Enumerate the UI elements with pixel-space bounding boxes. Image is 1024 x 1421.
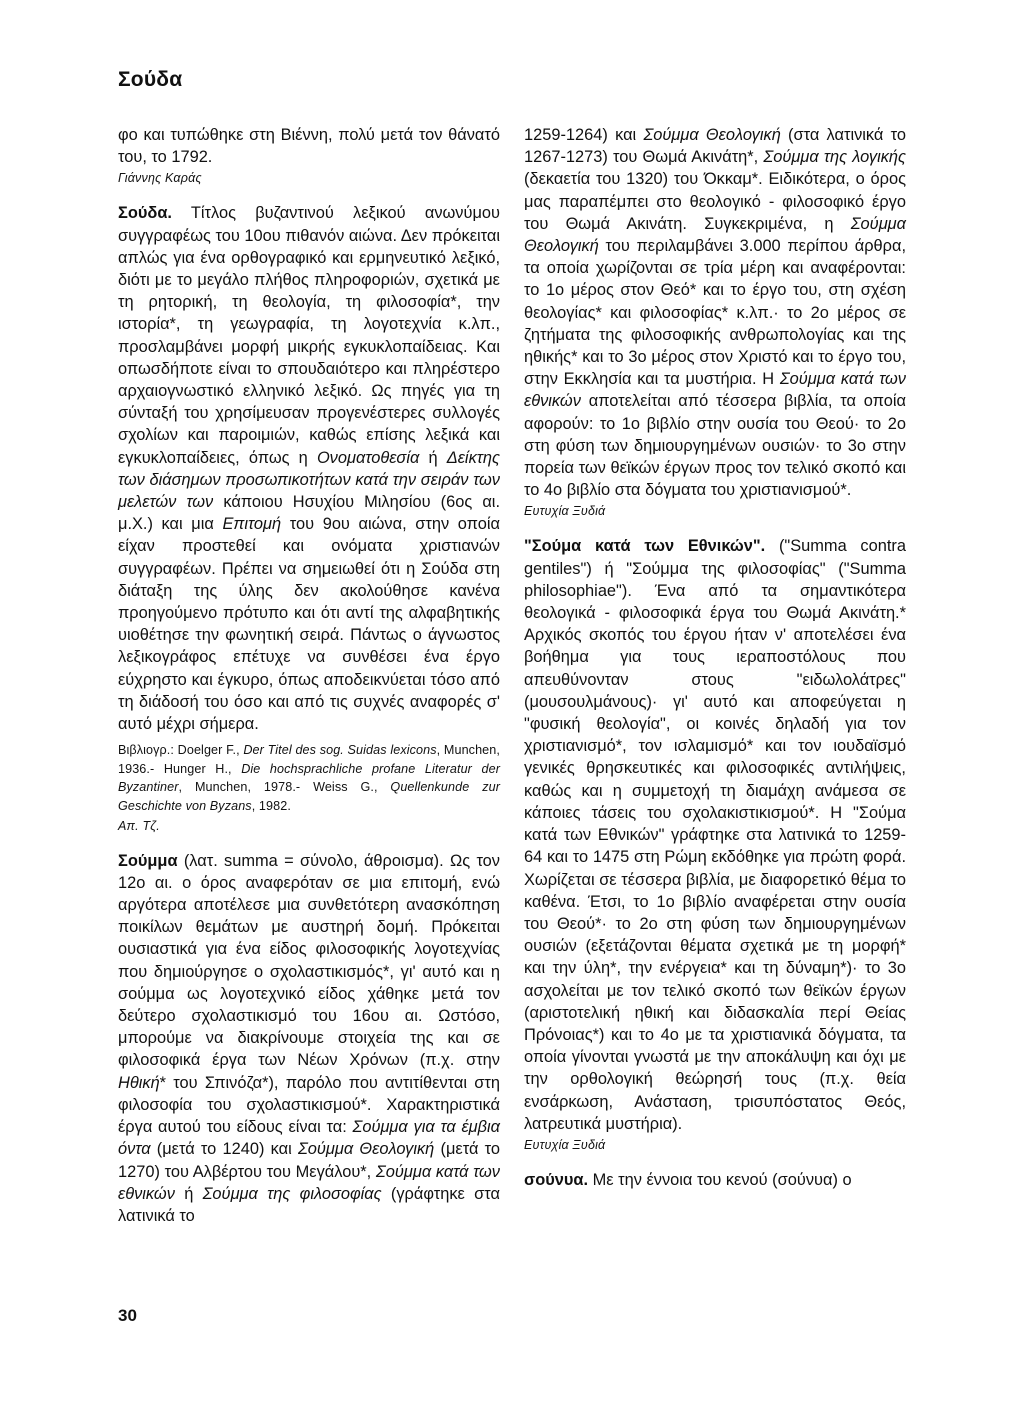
work-title: Σούμμα για τα έμβια όντα (118, 1118, 500, 1159)
work-title: Σούμμα Θεολογική (524, 214, 906, 256)
entry-lemma: σούνυα. (524, 1170, 589, 1189)
biblio-title: Quellenkunde zur Geschichte von Byzans (118, 780, 500, 814)
work-title: Σούμμα κατά των εθνικών (118, 1162, 500, 1203)
entry-text: (λατ. summa = σύνολο, άθροισμα). Ως τον 12ο αι. ο όρος αναφερόταν σε μια επιτομή, ενώ αργότερα αποτέλεσε μια συνθετότερη ανασκόπηση ποικίλων θεμάτων με αυστηρή δομή. Πρόκειται ουσιαστικά για ένα είδος φιλοσοφικής λογοτεχνίας που δημιούργησε ο σχολαστικισμός*, γι' αυτό και η σούμμα ως λογοτεχνικό είδος χάθηκε μετά τον δεύτερο σχολαστικισμό του 16ου αι. Ωστόσο, μπορούμε να διακρίνουμε στοιχεία της και σε φιλοσοφικά έργα των Νέων Χρόνων (π.χ. στην (118, 851, 500, 1070)
entry-text: αποτελείται από τέσσερα βιβλία, τα οποία αφορούν: το 1ο βιβλίο στην ουσία του Θεού· το 2ο στη φύση των δημιουργημένων ουσιών· το 3ο στην πορεία των θεϊκών έργων προς τον τελικό σκοπό και το 4ο βιβλίο στα δόγματα του χριστιανισμού*. (524, 392, 906, 500)
work-title: Επιτομή (222, 515, 282, 534)
entry-lemma: "Σούμα κατά των Εθνικών". (524, 537, 766, 556)
biblio-title: Die hochsprachliche profane Literatur der Byzantiner (118, 761, 501, 795)
running-header: Σούδα (118, 68, 183, 91)
paragraph-continuation (524, 124, 906, 501)
bibliography (118, 741, 500, 815)
author-signature: Ευτυχία Ξυδιά (524, 1137, 606, 1152)
work-title: Ονοματοθεσία (316, 448, 420, 467)
entry-text: του 9ου αιώνα, στην οποία είχαν προστεθεί και ονόματα χριστιανών συγγραφέων. Πρέπει να σημειωθεί ότι η Σούδα στη διάταξη της ύλης δεν ακολούθησε κανένα προηγούμενο πρότυπο και ότι αντί της αλφαβητικής υιοθέτησε την φωνητική σειρά. Πάντως ο άγνωστος λεξικογράφος επέτυχε να συνθέσει ένα έργο εύχρηστο και έγκυρο, όπως αποδεικνύεται τόσο από τη διάδοσή του όσο και από τις συχνές αναφορές σ' αυτό μέχρι σήμερα. (118, 515, 500, 734)
entry-text: Με την έννοια του κενού (σούνυα) ο (588, 1170, 852, 1189)
entry-text: (δεκαετία του 1320) του Όκκαμ*. Ειδικότερα, ο όρος μας παραπέμπει στο θεολογικό - φιλοσοφικό έργο του Θωμά Ακινάτη. Συγκεκριμένα, η (524, 170, 906, 233)
entry-text: 1259-1264) και (524, 126, 644, 144)
biblio-text: , 1982. (251, 799, 291, 814)
right-column (524, 124, 906, 1191)
author-signature: Γιάννης Καράς (118, 171, 202, 186)
entry-lemma: Σούμμα (118, 851, 178, 870)
work-title: Σούμμα Θεολογική (643, 126, 781, 144)
entry-summa-contra-gentiles (524, 535, 906, 1134)
entry-text: * του Σπινόζα*), παρόλο που αντιτίθενται στη φιλοσοφία του σχολαστικισμού*. Χαρακτηριστικά έργα αυτού του είδους είναι τα: (118, 1073, 500, 1137)
entry-text: (μετά το 1240) και (150, 1140, 298, 1159)
work-title: Σούμμα της λογικής (763, 148, 906, 167)
entry-text: ή (174, 1184, 203, 1203)
paragraph-continuation: φο και τυπώθηκε στη Βιέννη, πολύ μετά τον θάνατό του, το 1792. (118, 126, 500, 167)
entry-text: ή (419, 448, 447, 467)
page-number: 30 (118, 1306, 137, 1325)
entry-soumma (118, 850, 500, 1227)
work-title: Ηθική (118, 1073, 160, 1092)
entry-text: ("Summa contra gentiles") ή "Σούμμα της φιλοσοφίας" ("Summa philosophiae"). Ένα από τα σημαντικότερα θεολογικά - φιλοσοφικά έργα του Θωμά Ακινάτη.* Αρχικός σκοπός του έργου ήταν ν' αποτελέσει ένα βοήθημα για τους ιεραποστόλους που απευθύνονταν στους "ειδωλολάτρες" (μουσουλμάνους)· γι' αυτό και αποφεύγεται η "φυσική θεολογία", οι κοινές δηλαδή για τον χριστιανισμό*, τον ισλαμισμό* και τον ιουδαϊσμό γενικές θρησκευτικές και φιλοσοφικές αντιλήψεις, καθώς και η συμμετοχή τη διαμάχη ανάμεσα σε κάποιες τάσεις του σχολακιστικισμού*. Η "Σούμα κατά των Εθνικών" γράφτηκε στα λατινικά το 1259-64 και το 1475 στη Ρώμη εκδόθηκε για πρώτη φορά. Χωρίζεται σε τέσσερα βιβλία, με διαφορετικό θέμα το καθένα. Έτσι, το 1ο βιβλίο αναφέρεται στην ουσία του Θεού*· το 2ο στη φύση των δημιουργημένων ουσιών (εξετάζονται θέματα σχετικά με τη μορφή* και την ύλη*, την ενέργεια* και τη δύναμη*)· το 3ο ασχολείται με τον τελικό σκοπό των θεϊκών έργων (αριστοτελική ηθική και διδασκαλία περί Θείας Πρόνοιας*) και το 4ο με τα χριστιανικά δόγματα, τα οποία γίνονται γνωστά με την αποκάλυψη και όχι με την ορθολογική θεώρησή τους (π.χ. θεία ενσάρκωση, Ανάσταση, τρισυπόστατος Θεός, λατρευτικά μυστήρια). (524, 537, 906, 1133)
entry-text: (στα λατινικά το 1267-1273) του Θωμά Ακινάτη*, (524, 126, 907, 167)
author-signature: Απ. Τζ. (118, 818, 160, 833)
biblio-text: , Munchen, 1978.- Weiss G., (178, 780, 391, 795)
entry-text: (μετά το 1270) του Αλβέρτου του Μεγάλου*, (118, 1140, 501, 1181)
work-title: Σούμμα Θεολογική (297, 1140, 435, 1159)
entry-sounya (524, 1169, 906, 1191)
work-title: Σούμμα κατά των εθνικών (524, 370, 906, 411)
entry-text: του περιλαμβάνει 3.000 περίπου άρθρα, τα οποία χωρίζονται σε τρία μέρη και αναφέρονται: το 1ο μέρος στον Θεό* και το έργο του, στη σχέση θεολογίας* και φιλοσοφίας* κ.λπ.· το 2ο μέρος σε ζητήματα της φιλοσοφικής ανθρωπολογίας και της ηθικής* και το 3ο μέρος στον Χριστό και το έργο του, στην Εκκλησία και τα μυστήρια. Η (524, 237, 906, 389)
entry-lemma: Σούδα. (118, 204, 172, 223)
entry-souda (118, 202, 500, 735)
left-column (118, 124, 500, 1227)
author-signature: Ευτυχία Ξυδιά (524, 504, 606, 519)
entry-text: (γράφτηκε στα λατινικά το (118, 1184, 500, 1225)
biblio-title: Der Titel des sog. Suidas lexicons (243, 743, 437, 758)
work-title: Δείκτης των διάσημων προσωπικοτήτων κατά την σειράν των μελετών των (118, 448, 500, 512)
entry-text: κάποιου Ησυχίου Μιλησίου (6ος αι. μ.Χ.) και μια (118, 493, 500, 534)
biblio-text: , Munchen, 1936.- Hunger H., (118, 743, 500, 776)
work-title: Σούμμα της φιλοσοφίας (202, 1184, 382, 1203)
biblio-text: Βιβλιογρ.: Doelger F., (118, 743, 244, 758)
entry-text: Τίτλος βυζαντινού λεξικού ανωνύμου συγγραφέως του 10ου πιθανόν αιώνα. Δεν πρόκειται απλώς για ένα ορθογραφικό και ερμηνευτικό λεξικό, διότι με το μεγάλο πλήθος πληροφοριών, σχετικά με τη ρητορική, τη θεολογία, τη φιλοσοφία*, την ιστορία*, τη γεωγραφία, τη λογοτεχνία κ.λπ., προσλαμβάνει μορφή μικρής εγκυκλοπαίδειας. Και οπωσδήποτε είναι το σπουδαιότερο και πληρέστερο αρχαιογνωστικό ελληνικό λεξικό. Ως πηγές για τη σύνταξή του χρησίμευσαν προγενέστερες συλλογές σχολίων και παροιμιών, καθώς επίσης λεξικά και εγκυκλοπαίδειες, όπως η (118, 204, 500, 467)
